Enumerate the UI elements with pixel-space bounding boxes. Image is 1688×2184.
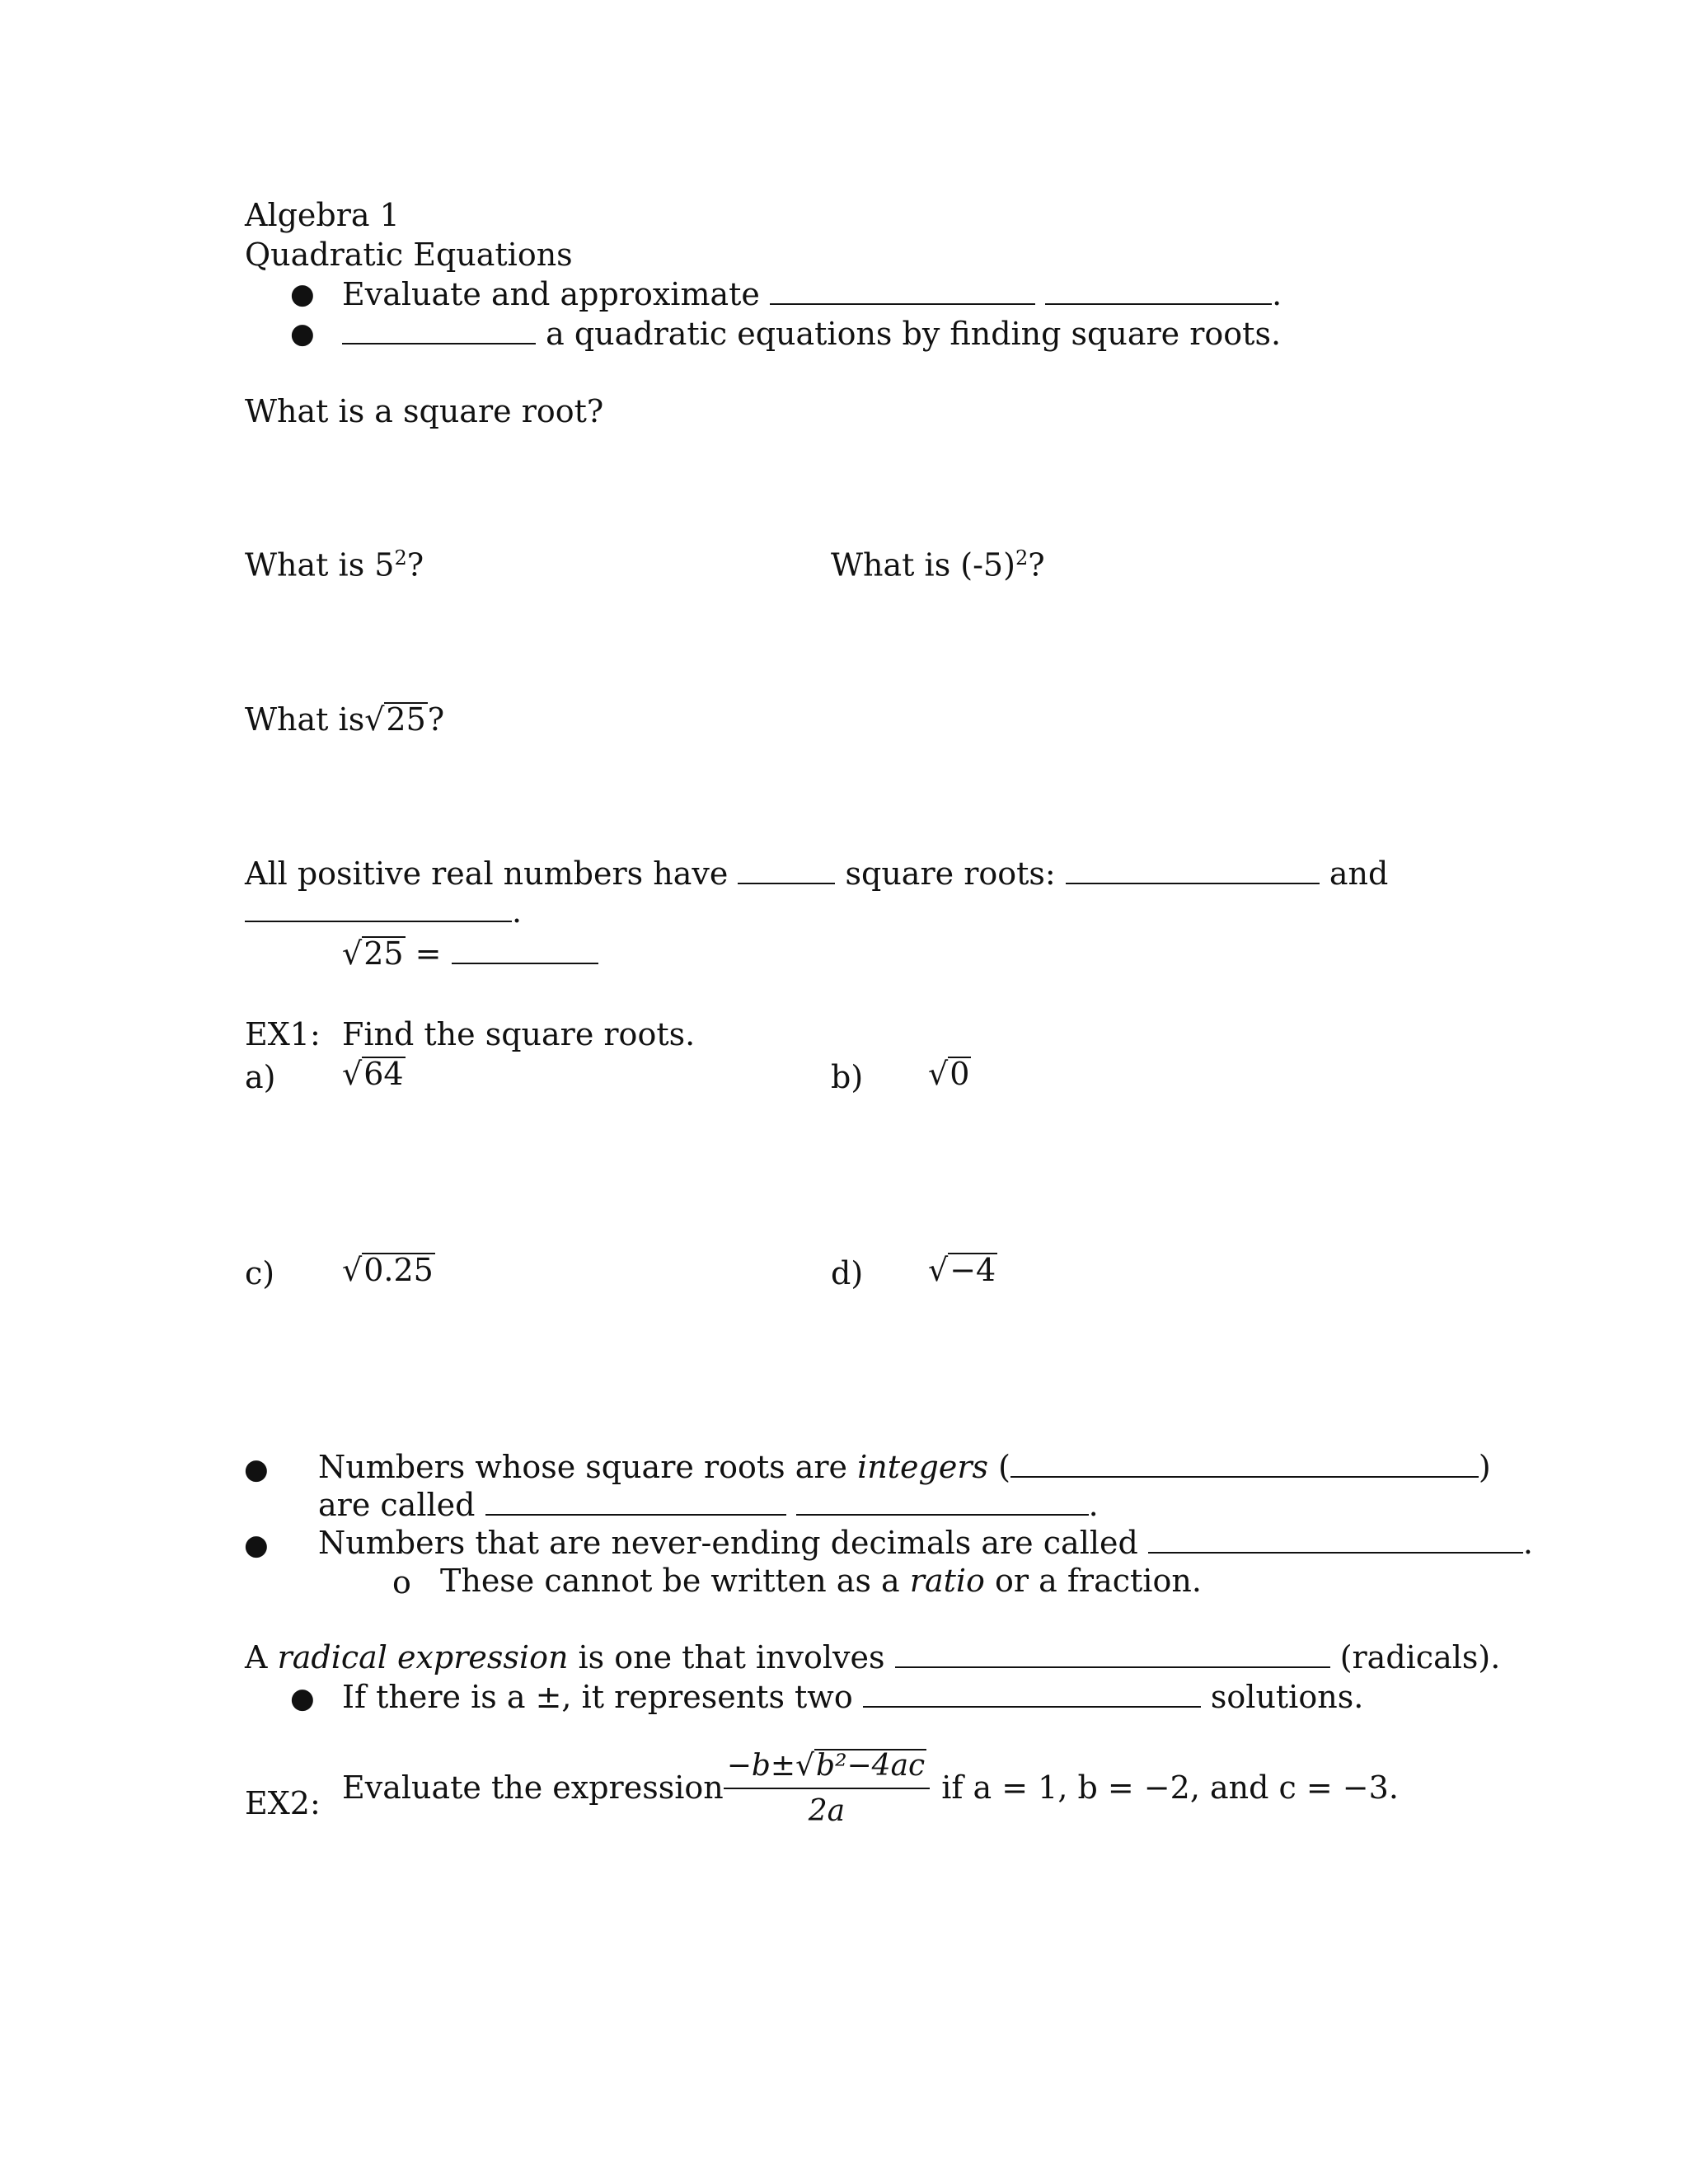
quadratic-formula-fraction [724, 1747, 931, 1830]
blank-line[interactable] [1045, 275, 1272, 305]
blank-line[interactable] [770, 275, 1035, 305]
blank-line[interactable] [245, 893, 512, 922]
topic-title: Quadratic Equations [245, 237, 573, 273]
radical-icon: √ [928, 1252, 949, 1288]
sqrt-expression: √−4 [928, 1251, 997, 1291]
sqrt-expression: √0.25 [342, 1251, 435, 1291]
sqrt-expression: √b²−4ac [795, 1749, 926, 1783]
bullet-icon: ● [290, 278, 315, 311]
blank-line[interactable] [452, 935, 598, 964]
positive-roots-line-2: . [245, 893, 522, 932]
ex1-part-b-sqrt [928, 1055, 971, 1094]
definition-integers-line-1: Numbers whose square roots are integers ( ) [318, 1449, 1491, 1486]
ex2-condition: if a = 1, b = −2, and c = −3. [941, 1769, 1399, 1807]
blank-line[interactable] [895, 1638, 1330, 1668]
question-square-root: What is a square root? [245, 393, 604, 429]
radical-icon: √ [342, 1252, 363, 1288]
radical-icon: √ [795, 1749, 815, 1783]
sqrt-expression: √25 [364, 701, 428, 740]
radical-icon: √ [342, 935, 363, 972]
question-neg5-squared: What is $(-5)^2$? [831, 546, 1045, 583]
radical-expression-definition: A radical expression is one that involves (radicals). [245, 1639, 1501, 1676]
ex1-part-letter: c) [245, 1255, 275, 1291]
ex1-part-letter: d) [831, 1255, 864, 1291]
blank-line[interactable] [1066, 855, 1320, 884]
ex1-part-letter: b) [831, 1059, 864, 1095]
sqrt-expression: √0 [928, 1055, 971, 1094]
bullet-icon: ● [244, 1453, 269, 1486]
definition-ratio-note: These cannot be written as a ratio or a fraction. [440, 1563, 1202, 1599]
positive-roots-line-1: All positive real numbers have square roots: and [245, 855, 1389, 893]
ex2-label: EX2: [245, 1785, 321, 1821]
fraction-numerator: −b±√b²−4ac [724, 1747, 931, 1789]
objective-1: Evaluate and approximate . [342, 276, 1282, 313]
sqrt-25-equals: √25 = [342, 935, 598, 974]
fraction-denominator: 2a [808, 1794, 846, 1828]
radical-icon: √ [364, 701, 385, 738]
ex1-part-d-sqrt [928, 1251, 997, 1291]
bullet-icon: ● [290, 1682, 315, 1715]
radical-icon: √ [928, 1056, 949, 1092]
blank-line[interactable] [1148, 1524, 1523, 1554]
blank-line[interactable] [796, 1486, 1089, 1516]
definition-integers-line-2: are called . [318, 1487, 1099, 1524]
blank-line[interactable] [342, 315, 536, 344]
ex1-part-a-sqrt [342, 1055, 406, 1094]
ex1-part-letter: a) [245, 1059, 276, 1095]
sqrt-expression: √25 [342, 935, 406, 974]
blank-line[interactable] [485, 1486, 786, 1516]
sub-bullet-icon: o [392, 1564, 411, 1601]
ex2-expression: Evaluate the expression $\frac{\text{−b±√b²−4ac}}{2a}$ if a = 1, b = −2, and c = −3. [342, 1749, 1399, 1828]
objective-2: a quadratic equations by finding square roots. [342, 315, 1281, 354]
bullet-icon: ● [290, 317, 315, 350]
ex1-label: EX1: [245, 1016, 321, 1052]
blank-line[interactable] [1010, 1448, 1479, 1478]
course-title: Algebra 1 [245, 197, 400, 233]
blank-line[interactable] [738, 855, 835, 884]
bullet-icon: ● [244, 1529, 269, 1562]
plus-minus-note: If there is a ±, it represents two solutions. [342, 1679, 1364, 1716]
question-5-squared: What is $5^2$? [245, 546, 424, 583]
ex1-instruction: Find the square roots. [342, 1016, 696, 1052]
radical-icon: √ [342, 1056, 363, 1092]
question-sqrt-25: What is√25? [245, 701, 444, 740]
definition-irrational: Numbers that are never-ending decimals are called . [318, 1525, 1533, 1562]
ex1-part-c-sqrt [342, 1251, 435, 1291]
blank-line[interactable] [863, 1678, 1201, 1708]
sqrt-expression: √64 [342, 1055, 406, 1094]
